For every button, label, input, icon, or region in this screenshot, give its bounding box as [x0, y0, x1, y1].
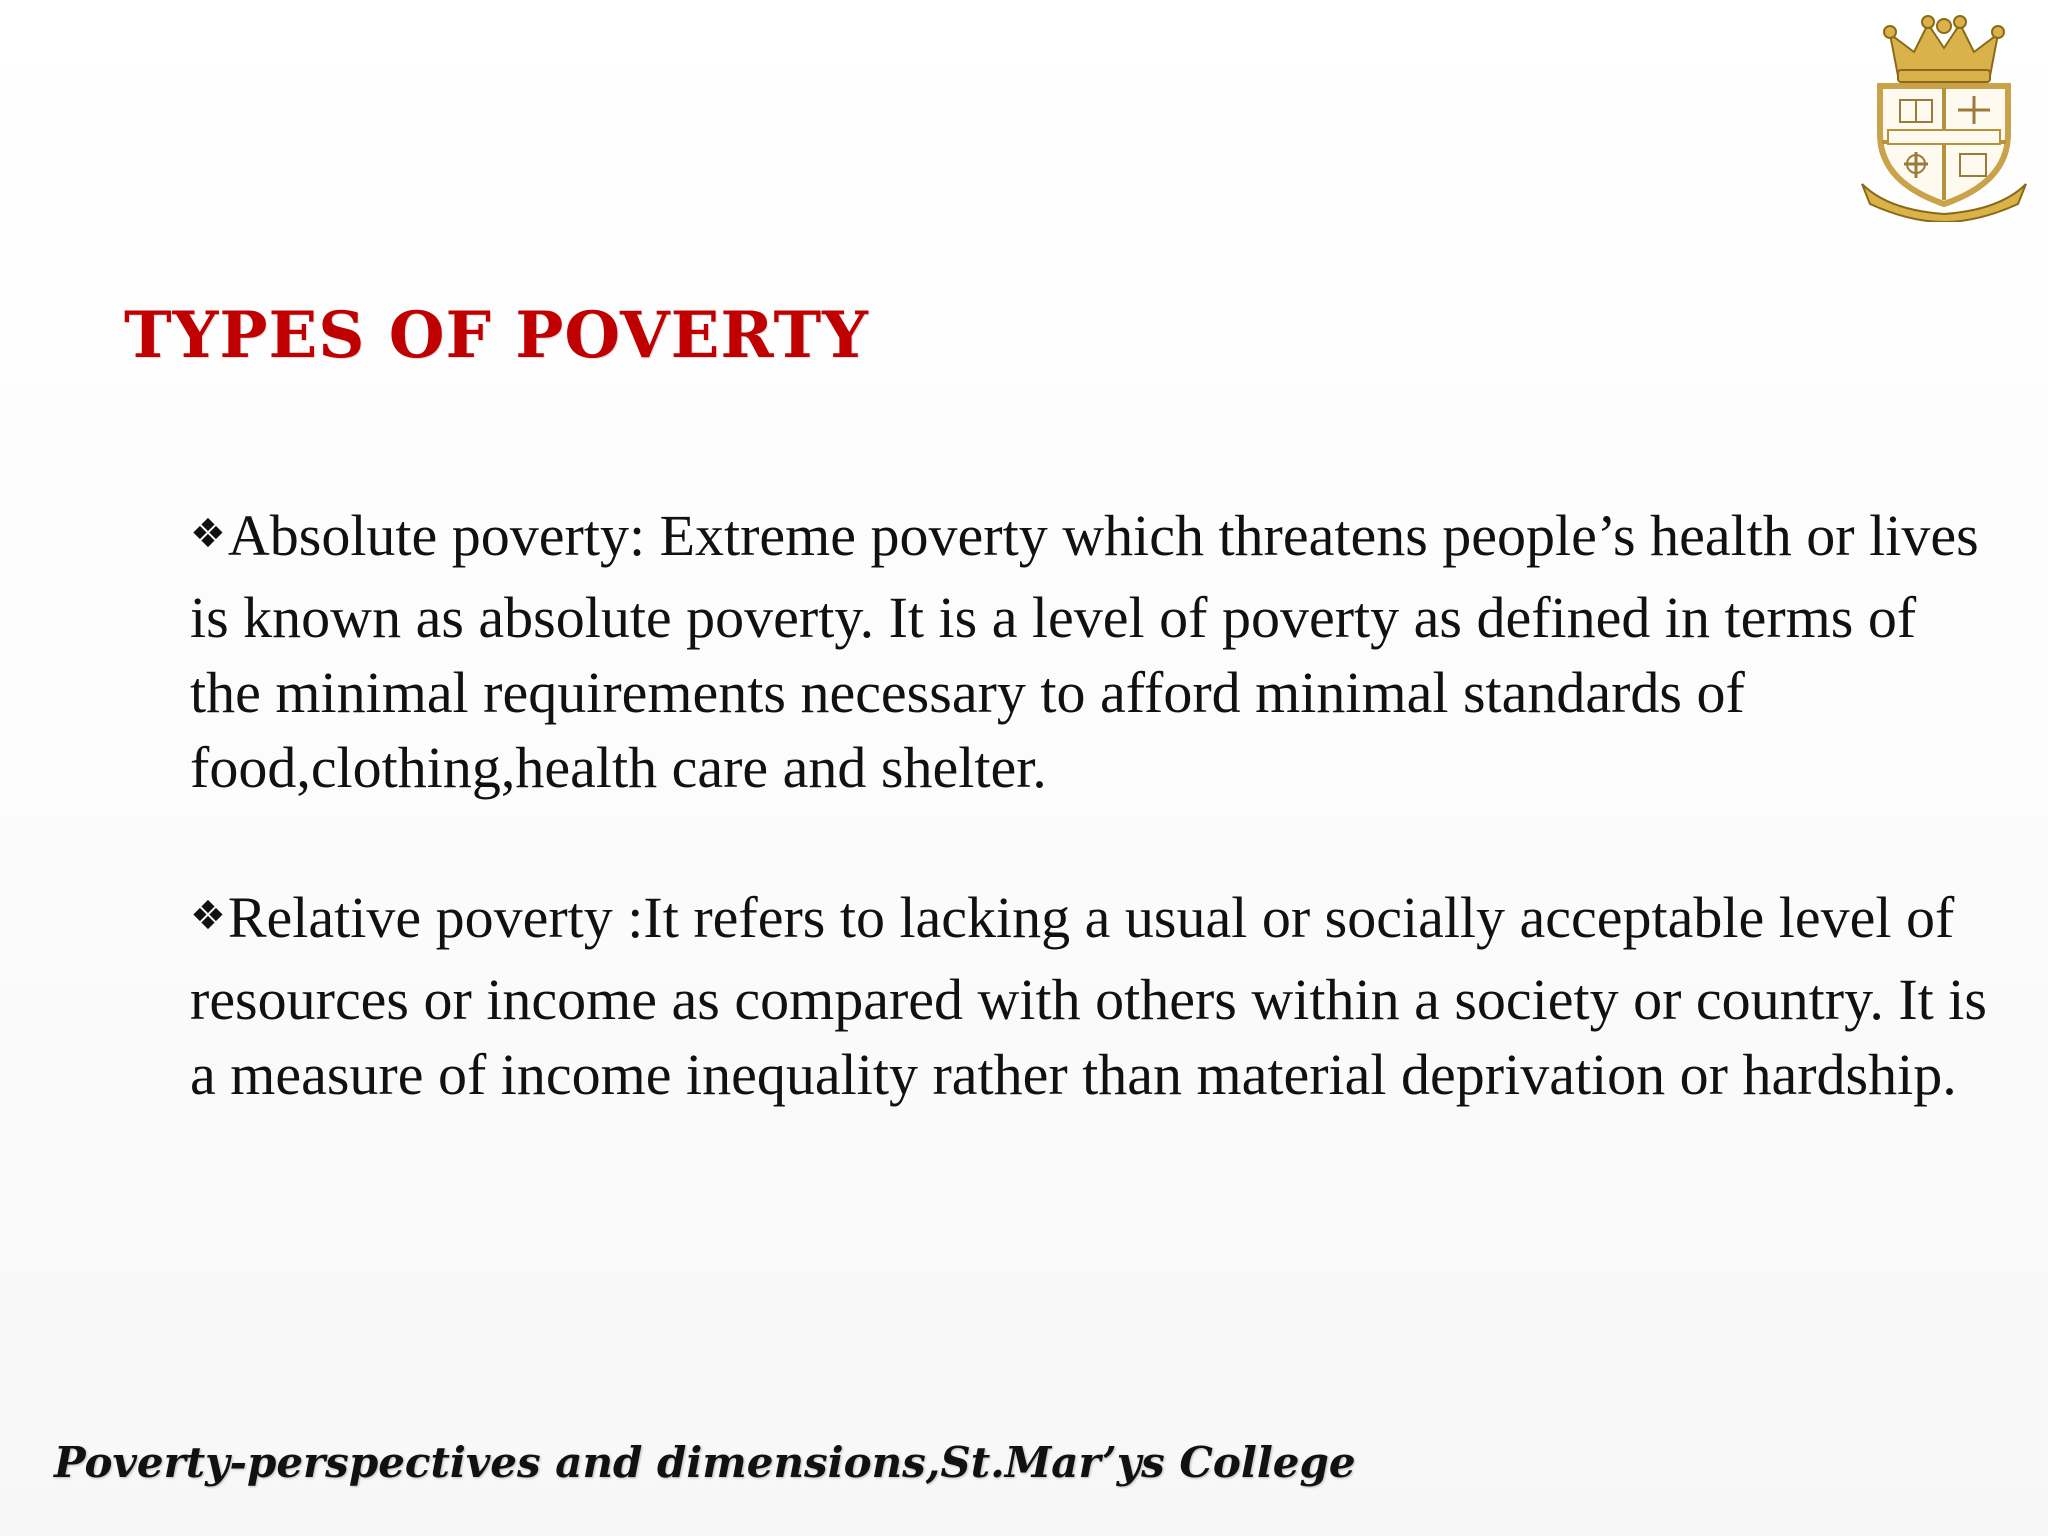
bullet-absolute-poverty — [190, 498, 1990, 805]
bullet-relative-poverty — [190, 880, 1990, 1112]
slide-footer: Poverty-perspectives and dimensions,St.Mar’ys College — [54, 1438, 1356, 1487]
slide-title: TYPES OF POVERTY — [124, 298, 869, 373]
bullet-text: Relative poverty :It refers to lacking a usual or socially acceptable level of resources or income as compared with others within a society or country. It is a measure of income inequality rather than material deprivation or hardship. — [190, 885, 1987, 1107]
bullet-list — [190, 498, 1990, 1187]
college-crest-icon — [1858, 14, 2030, 222]
diamond-bullet-icon: ❖ — [190, 893, 226, 939]
bullet-text: Absolute poverty: Extreme poverty which threatens people’s health or lives is known as absolute poverty. It is a level of poverty as defined in terms of the minimal requirements necessary to afford minimal standards of food,clothing,health care and shelter. — [190, 503, 1979, 800]
diamond-bullet-icon: ❖ — [190, 511, 226, 557]
